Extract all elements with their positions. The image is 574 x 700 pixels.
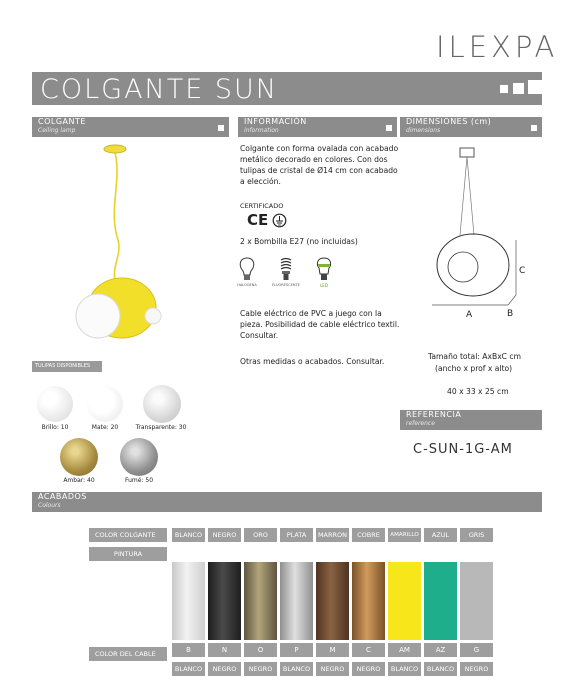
tulipa-ambar [60,438,98,476]
section-dimensiones-subtitle: dimensions [406,127,441,134]
finish-name: GRIS [460,528,493,542]
section-informacion-title: INFORMACIÓN [244,117,307,126]
finish-cable: BLANCO [388,662,421,676]
certificado-label: CERTIFICADO [240,202,284,210]
other-note: Otras medidas o acabados. Consultar. [240,357,385,366]
section-dimensiones-title: DIMENSIONES (cm) [406,117,492,126]
led-bulb-icon [314,256,334,282]
dim-values: 40 x 33 x 25 cm [447,387,509,396]
decor-square-medium [513,83,524,94]
section-referencia-title: REFERENCIA [406,410,462,419]
finish-name: MARRON [316,528,349,542]
row-label-pintura: PINTURA [89,547,167,561]
tulipa-fume-label: Fumé: 50 [124,477,154,484]
finish-swatch-oro [244,562,277,640]
tulipas-label: TULIPAS DISPONIBLES [32,361,102,372]
product-title: COLGANTE SUN [40,74,278,105]
finish-column-amarillo [388,528,421,676]
tulipa-fume [120,438,158,476]
finish-column-plata [280,528,313,676]
finish-code: P [280,643,313,657]
finish-code: M [316,643,349,657]
finish-swatch-amarillo [388,562,421,640]
bulb-type-fluorescent: FLUORESCENTE [272,283,300,287]
section-acabados-subtitle: Colours [38,502,61,509]
finish-column-marron [316,528,349,676]
finish-cable: BLANCO [280,662,313,676]
tulipa-mate-label: Mate: 20 [91,424,119,431]
section-colgante-title: COLGANTE [38,117,86,126]
finish-cable: NEGRO [460,662,493,676]
section-referencia [400,410,542,430]
dimension-drawing [420,140,530,325]
finish-swatch-plata [280,562,313,640]
tulipa-mate [87,386,123,422]
finish-cable: BLANCO [172,662,205,676]
tulipa-transparente-label: Transparente: 30 [135,424,187,431]
decor-square-large [528,80,542,94]
section-marker [218,125,224,131]
finish-swatch-blanco [172,562,205,640]
dim-total-label: Tamaño total: AxBxC cm [428,352,521,361]
info-description: Colgante con forma ovalada con acabado metálico decorado en colores. Con dos tulipas de cristal de Ø14 cm con acabado a elección. [240,144,399,186]
tulipa-ambar-label: Ambar: 40 [63,477,95,484]
lamp-illustration [60,140,180,345]
section-informacion-subtitle: information [244,127,279,134]
section-colgante-subtitle: Ceiling lamp [38,127,76,134]
finish-swatch-marron [316,562,349,640]
finish-name: AZUL [424,528,457,542]
brand-logo: ILEXPA [436,30,559,64]
bulb-type-led: LED [320,283,328,288]
finish-code: C [352,643,385,657]
finish-name: PLATA [280,528,313,542]
finish-column-blanco [172,528,205,676]
finish-cable: NEGRO [352,662,385,676]
finish-cable: NEGRO [244,662,277,676]
section-acabados-title: ACABADOS [38,492,87,501]
finish-name: BLANCO [172,528,205,542]
finish-code: AM [388,643,421,657]
finish-column-azul [424,528,457,676]
finish-swatch-gris [460,562,493,640]
product-title-bar [32,72,542,105]
section-marker [531,125,537,131]
dim-total-note: (ancho x prof x alto) [435,364,513,373]
finish-column-gris [460,528,493,676]
row-label-color-colgante: COLOR COLGANTE [89,528,167,542]
finish-cable: NEGRO [316,662,349,676]
dim-label-a: A [466,310,473,320]
section-informacion [238,117,397,137]
finish-code: G [460,643,493,657]
dim-label-c: C [519,266,526,276]
finish-code: AZ [424,643,457,657]
tulipa-transparente [143,385,181,423]
finish-swatch-negro [208,562,241,640]
finish-code: O [244,643,277,657]
finish-name: ORO [244,528,277,542]
tulipa-brillo-label: Brillo: 10 [41,424,69,431]
finish-column-oro [244,528,277,676]
decor-square-small [500,85,508,93]
reference-code: C-SUN-1G-AM [413,442,513,457]
finish-name: AMARILLO [388,528,421,542]
tulipa-brillo [37,386,73,422]
finish-name: COBRE [352,528,385,542]
section-acabados [32,492,542,512]
dim-label-b: B [507,309,514,319]
finish-code: B [172,643,205,657]
section-colgante [32,117,229,137]
finish-code: N [208,643,241,657]
finish-column-cobre [352,528,385,676]
finish-swatch-azul [424,562,457,640]
fluorescent-bulb-icon [276,256,296,282]
finish-swatch-cobre [352,562,385,640]
cable-note: Cable eléctrico de PVC a juego con la pieza. Posibilidad de cable eléctrico textil. Consultar. [240,309,400,340]
section-dimensiones [400,117,542,137]
halogen-bulb-icon [237,256,257,282]
ground-symbol-icon [272,213,287,228]
finish-cable: NEGRO [208,662,241,676]
finish-cable: BLANCO [424,662,457,676]
section-marker [386,125,392,131]
section-referencia-subtitle: reference [406,420,435,427]
finish-name: NEGRO [208,528,241,542]
bulb-type-halogen: HALOGENA [237,283,257,287]
ce-mark-icon: CE [247,211,269,229]
bulb-spec: 2 x Bombilla E27 (no incluidas) [240,237,358,246]
finish-column-negro [208,528,241,676]
row-label-color-cable: COLOR DEL CABLE [89,647,167,661]
